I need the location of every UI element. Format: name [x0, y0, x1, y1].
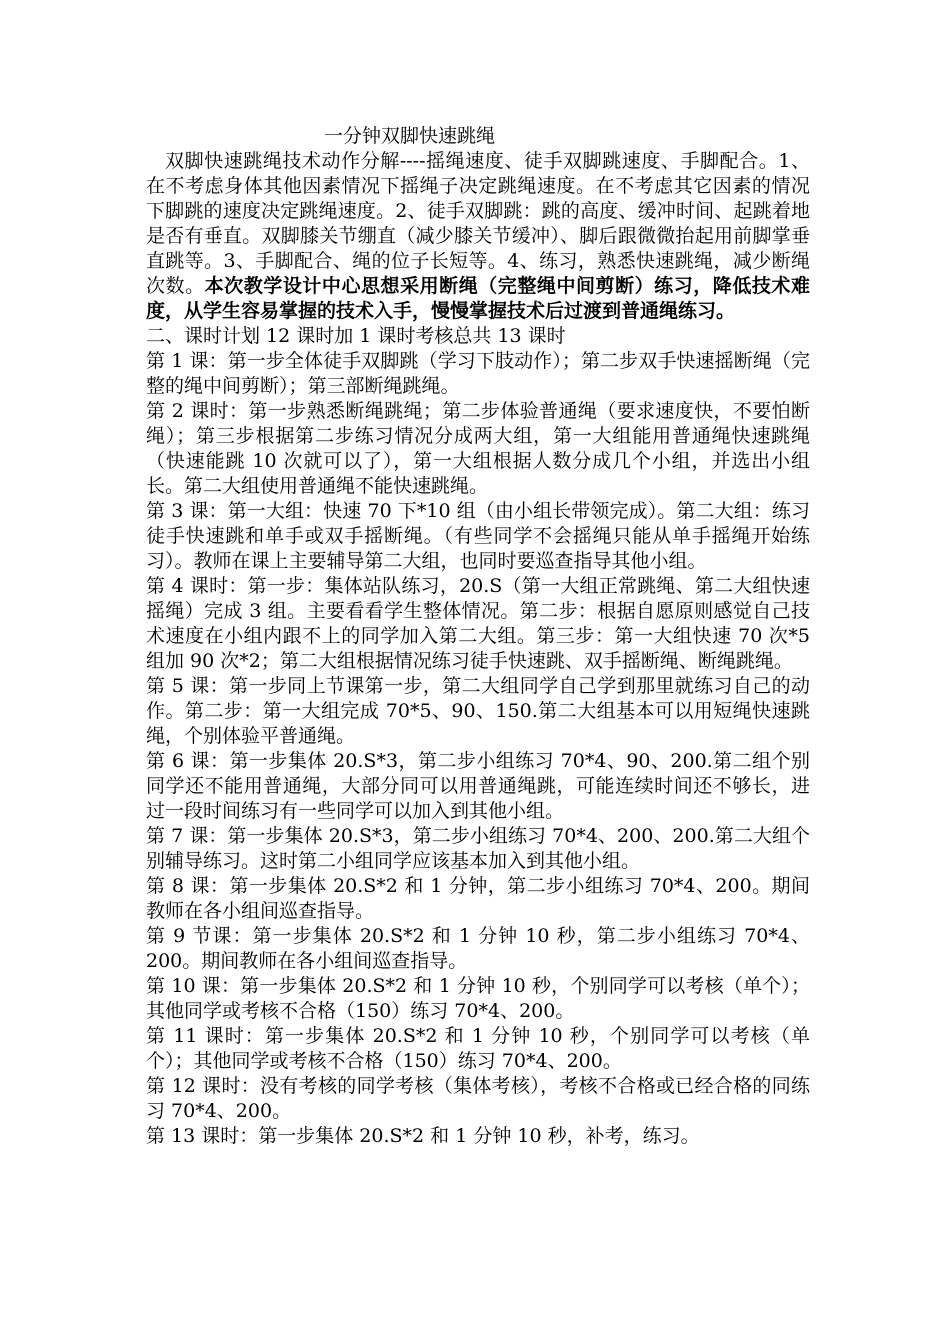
lesson-12: 第 12 课时：没有考核的同学考核（集体考核），考核不合格或已经合格的同练习 70*4、200。: [146, 1075, 810, 1122]
section-heading: 二、课时计划 12 课时加 1 课时考核总共 13 课时: [146, 325, 566, 347]
intro-text: 双脚快速跳绳技术动作分解----摇绳速度、徒手双脚跳速度、手脚配合。1、在不考虑身体其他因素情况下摇绳子决定跳绳速度。在不考虑其它因素的情况下脚跳的速度决定跳绳速度。2、徒手双脚跳：跳的高度、缓冲时间、起跳着地是否有垂直。双脚膝关节绷直（减少膝关节缓冲）、脚后跟微微抬起用前脚掌垂直跳等。3、手脚配合、绳的位子长短等。4、练习，熟悉快速跳绳，减少断绳次数。: [146, 150, 810, 297]
lesson-4: 第 4 课时：第一步：集体站队练习，20.S（第一大组正常跳绳、第二大组快速摇绳）完成 3 组。主要看看学生整体情况。第二步：根据自愿原则感觉自己技术速度在小组内跟不上的同学加入第二大组。第三步：第一大组快速 70 次*5 组加 90 次*2；第二大组根据情况练习徒手快速跳、双手摇断绳、断绳跳绳。: [146, 575, 810, 672]
lesson-9: 第 9 节课：第一步集体 20.S*2 和 1 分钟 10 秒，第二步小组练习 70*4、200。期间教师在各小组间巡查指导。: [146, 925, 810, 972]
lesson-13: 第 13 课时：第一步集体 20.S*2 和 1 分钟 10 秒，补考，练习。: [146, 1125, 700, 1147]
document-title: 一分钟双脚快速跳绳: [324, 125, 496, 147]
lesson-5: 第 5 课：第一步同上节课第一步，第二大组同学自己学到那里就练习自己的动作。第二步：第一大组完成 70*5、90、150.第二大组基本可以用短绳快速跳绳，个别体验平普通绳。: [146, 675, 810, 747]
intro-emphasis: 本次教学设计中心思想采用断绳（完整绳中间剪断）练习，降低技术难度，从学生容易掌握的技术入手，慢慢掌握技术后过渡到普通绳练习。: [146, 275, 810, 322]
lesson-11: 第 11 课时：第一步集体 20.S*2 和 1 分钟 10 秒，个别同学可以考核（单个）；其他同学或考核不合格（150）练习 70*4、200。: [146, 1025, 810, 1072]
lesson-7: 第 7 课：第一步集体 20.S*3，第二步小组练习 70*4、200、200.第二大组个别辅导练习。这时第二小组同学应该基本加入到其他小组。: [146, 825, 810, 872]
lesson-3: 第 3 课：第一大组：快速 70 下*10 组（由小组长带领完成）。第二大组：练习徒手快速跳和单手或双手摇断绳。（有些同学不会摇绳只能从单手摇绳开始练习）。教师在课上主要辅导第二大组，也同时要巡查指导其他小组。: [146, 500, 810, 572]
document-page: [146, 124, 810, 1149]
lesson-2: 第 2 课时：第一步熟悉断绳跳绳；第二步体验普通绳（要求速度快，不要怕断绳）；第三步根据第二步练习情况分成两大组，第一大组能用普通绳快速跳绳（快速能跳 10 次就可以了），第一大组根据人数分成几个小组，并选出小组长。第二大组使用普通绳不能快速跳绳。: [146, 400, 810, 497]
lesson-8: 第 8 课：第一步集体 20.S*2 和 1 分钟，第二步小组练习 70*4、200。期间教师在各小组间巡查指导。: [146, 875, 810, 922]
intro-paragraph: [146, 149, 810, 324]
lesson-6: 第 6 课：第一步集体 20.S*3，第二步小组练习 70*4、90、200.第二组个别同学还不能用普通绳，大部分同可以用普通绳跳，可能连续时间还不够长，进过一段时间练习有一些同学可以加入到其他小组。: [146, 750, 810, 822]
lesson-1: 第 1 课：第一步全体徒手双脚跳（学习下肢动作）；第二步双手快速摇断绳（完整的绳中间剪断）；第三部断绳跳绳。: [146, 350, 810, 397]
lesson-10: 第 10 课：第一步集体 20.S*2 和 1 分钟 10 秒，个别同学可以考核（单个）；其他同学或考核不合格（150）练习 70*4、200。: [146, 975, 810, 1022]
